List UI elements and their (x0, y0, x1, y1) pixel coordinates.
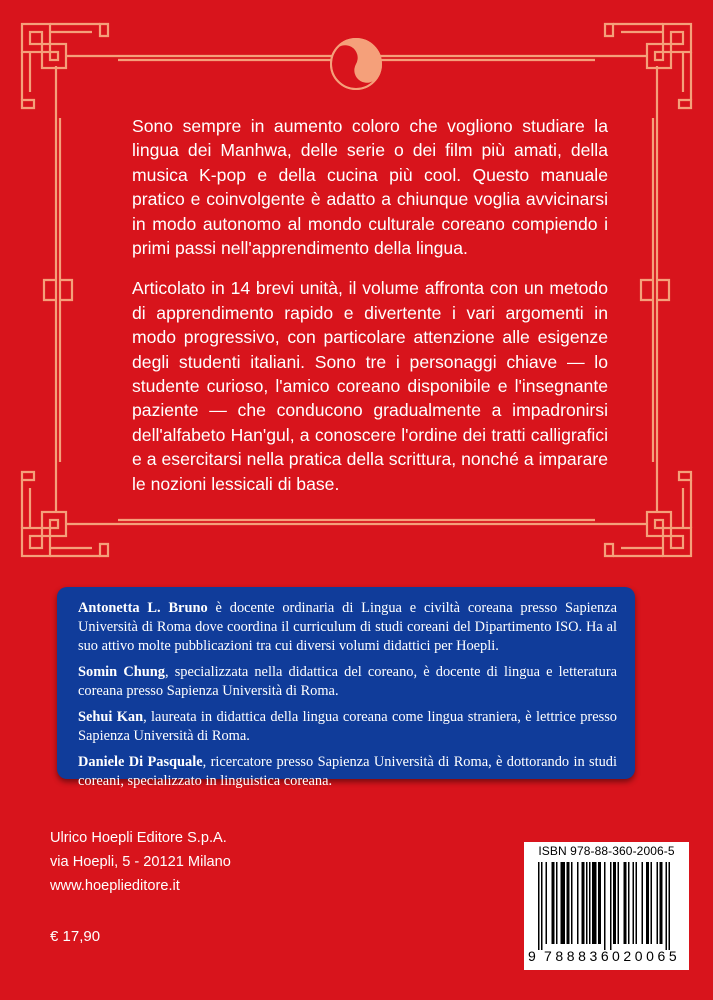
barcode-bar (546, 862, 548, 944)
author-description: , laureata in didattica della lingua coreana come lingua straniera, è lettrice presso Sapienza Università di Roma. (78, 709, 617, 744)
barcode-bars (524, 862, 689, 950)
frame-left-edge (56, 118, 60, 462)
barcode-digit-first: 9 (528, 948, 536, 964)
barcode-bar (628, 862, 630, 944)
barcode-bar (646, 862, 649, 944)
corner-ornament-bottom-left (22, 462, 118, 556)
author-description: , specializzata nella didattica del coreano, è docente di lingua e letteratura coreana presso Sapienza Università di Roma. (78, 664, 618, 699)
author-description: è docente ordinaria di Lingua e civiltà coreana presso Sapienza Università di Roma dove coordina il curriculum di studi coreani del Dipartimento ISO. Ha al suo attivo molte pubblicazioni tra cui diversi volumi didattici per Hoepli. (78, 600, 617, 654)
blurb-paragraph-2: Articolato in 14 brevi unità, il volume affronta con un metodo di apprendimento rapido e divertente i vari argomenti in modo progressivo, con particolare attenzione alle esigenze degli studenti italiani. Sono tre i personaggi chiave — lo studente curioso, l'amico coreano disponibile e l'insegnante paziente — che conducono gradualmente a impadronirsi dell'alfabeto Han'gul, a conoscere l'ordine dei tratti calligrafici e a esercitarsi nella pratica della scrittura, nonché a imparare le nozioni lessicali di base. (132, 278, 608, 494)
author-name: Sehui Kan (78, 709, 144, 725)
author-bio (78, 599, 617, 656)
barcode-bar (669, 862, 671, 950)
barcode-bar (624, 862, 627, 944)
corner-ornament-top-left (22, 24, 118, 118)
barcode-bar (556, 862, 558, 944)
authors-box (57, 587, 635, 789)
barcode-bar (633, 862, 635, 944)
blurb-paragraph-1: Sono sempre in aumento coloro che vogliono studiare la lingua dei Manhwa, delle serie o dei film più amati, della musica K-pop e della cucina più cool. Questo manuale pratico e coinvolgente è adatto a chiunque voglia avvicinarsi in modo autonomo al mondo culturale coreano compiendo i primi passi nell'apprendimento della lingua. (132, 116, 608, 259)
frame-bottom-edge (118, 520, 595, 524)
barcode-bar (610, 862, 612, 950)
author-name: Daniele Di Pasquale (78, 754, 203, 770)
publisher-website: www.hoeplieditore.it (50, 878, 180, 894)
corner-ornament-top-right (595, 24, 691, 118)
barcode-bar (657, 862, 659, 944)
frame-right-edge (653, 118, 657, 462)
barcode-bar (636, 862, 638, 944)
barcode-bar (589, 862, 591, 944)
blurb-text (132, 114, 608, 512)
barcode-digits-right: 020065 (612, 948, 681, 964)
publisher-name: Ulrico Hoepli Editore S.p.A. (50, 830, 227, 846)
barcode-bar (660, 862, 663, 944)
author-name: Antonetta L. Bruno (78, 600, 208, 616)
price-label: € 17,90 (50, 928, 101, 945)
corner-ornament-bottom-right (595, 462, 691, 556)
barcode-bar (604, 862, 606, 950)
barcode-bar (666, 862, 668, 950)
barcode-bar (541, 862, 543, 950)
barcode-bar (651, 862, 653, 944)
isbn-label: ISBN 978-88-360-2006-5 (538, 844, 675, 858)
barcode-bar (613, 862, 616, 944)
barcode-bar (571, 862, 573, 944)
author-name: Somin Chung (78, 664, 165, 680)
barcode-bar (582, 862, 585, 944)
isbn-barcode (524, 842, 689, 970)
author-bio (78, 753, 617, 791)
publisher-address: via Hoepli, 5 - 20121 Milano (50, 854, 231, 870)
barcode-bar (592, 862, 597, 944)
barcode-bar (538, 862, 540, 950)
side-ornament-left (44, 280, 72, 300)
barcode-digits-left: 788836 (544, 948, 613, 964)
barcode-bar (567, 862, 570, 944)
author-bio (78, 663, 617, 701)
barcode-bar (561, 862, 566, 944)
yin-yang-icon (330, 38, 382, 90)
barcode-bar (618, 862, 620, 944)
barcode-bar (642, 862, 644, 944)
publisher-info (50, 826, 231, 898)
author-bio (78, 708, 617, 746)
barcode-bar (598, 862, 601, 944)
side-ornament-right (641, 280, 669, 300)
barcode-bar (586, 862, 588, 944)
author-description: , ricercatore presso Sapienza Università di Roma, è dottorando in studi coreani, specializzato in linguistica coreana. (78, 754, 617, 789)
barcode-bar (552, 862, 555, 944)
barcode-bar (577, 862, 579, 944)
